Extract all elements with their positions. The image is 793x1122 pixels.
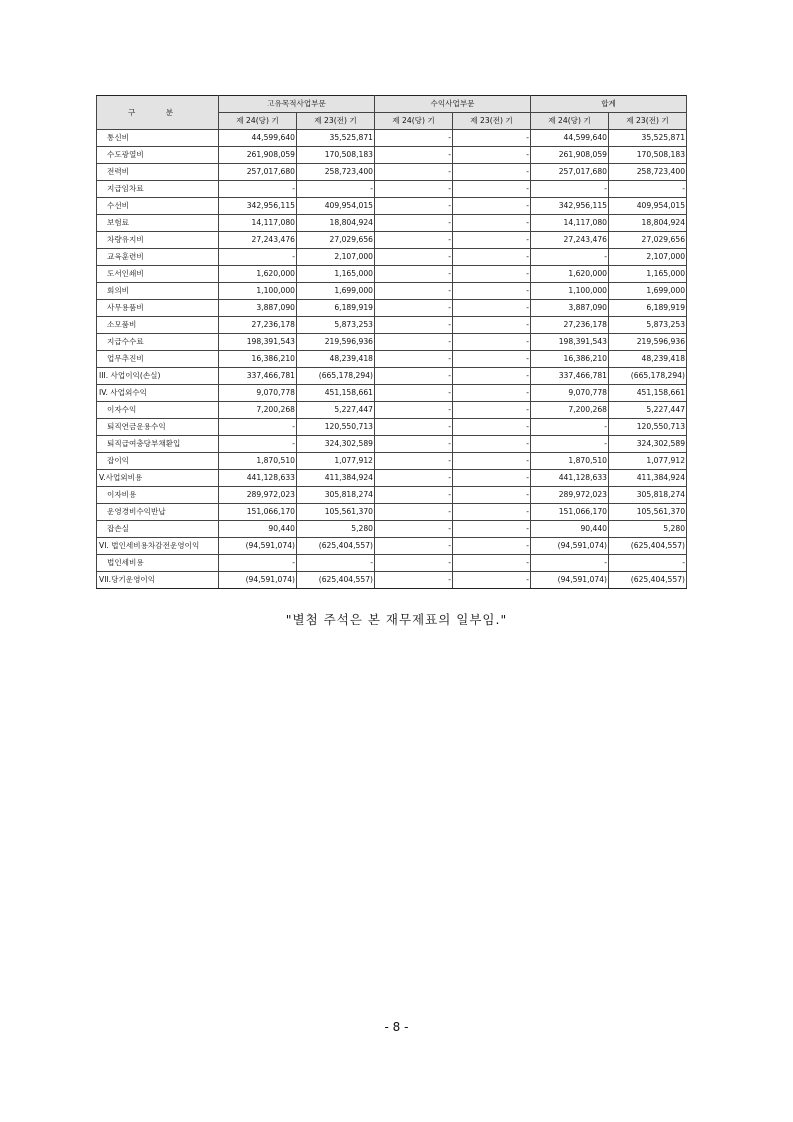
cell-value: 14,117,080 <box>219 215 297 232</box>
table-row <box>97 266 687 283</box>
row-label: 잡손실 <box>97 521 219 538</box>
cell-value: 342,956,115 <box>531 198 609 215</box>
table-row <box>97 215 687 232</box>
cell-value: (625,404,557) <box>609 538 687 555</box>
table-row <box>97 232 687 249</box>
cell-value: - <box>453 181 531 198</box>
cell-value: 2,107,000 <box>297 249 375 266</box>
cell-value: 35,525,871 <box>609 130 687 147</box>
cell-value: 2,107,000 <box>609 249 687 266</box>
row-label: 회의비 <box>97 283 219 300</box>
period-header: 제 23(전) 기 <box>453 113 531 130</box>
cell-value: - <box>453 521 531 538</box>
table-row <box>97 334 687 351</box>
cell-value: - <box>453 402 531 419</box>
cell-value: - <box>609 555 687 572</box>
cell-value: - <box>453 504 531 521</box>
row-label: 전력비 <box>97 164 219 181</box>
footnote: "별첨 주석은 본 재무제표의 일부임." <box>285 612 508 627</box>
cell-value: 1,870,510 <box>531 453 609 470</box>
cell-value: (625,404,557) <box>609 572 687 589</box>
row-label: 교육훈련비 <box>97 249 219 266</box>
header-row-groups <box>97 96 687 113</box>
cell-value: 198,391,543 <box>531 334 609 351</box>
cell-value: 5,227,447 <box>297 402 375 419</box>
cell-value: 1,699,000 <box>297 283 375 300</box>
table-row <box>97 147 687 164</box>
cell-value: - <box>375 317 453 334</box>
cell-value: 289,972,023 <box>219 487 297 504</box>
group-header-total: 합계 <box>531 96 687 113</box>
cell-value: - <box>375 368 453 385</box>
table-header <box>97 96 687 130</box>
cell-value: 3,887,090 <box>219 300 297 317</box>
cell-value: 261,908,059 <box>531 147 609 164</box>
cell-value: - <box>453 470 531 487</box>
row-label: 지급임차료 <box>97 181 219 198</box>
cell-value: 1,620,000 <box>219 266 297 283</box>
cell-value: - <box>453 164 531 181</box>
cell-value: 441,128,633 <box>219 470 297 487</box>
table-row <box>97 504 687 521</box>
cell-value: - <box>531 181 609 198</box>
cell-value: 451,158,661 <box>609 385 687 402</box>
cell-value: 120,550,713 <box>297 419 375 436</box>
table-row <box>97 538 687 555</box>
gubun-header: 구 분 <box>97 96 219 130</box>
table-row <box>97 521 687 538</box>
cell-value: 44,599,640 <box>531 130 609 147</box>
cell-value: - <box>453 368 531 385</box>
cell-value: 261,908,059 <box>219 147 297 164</box>
cell-value: 18,804,924 <box>609 215 687 232</box>
cell-value: (625,404,557) <box>297 572 375 589</box>
cell-value: - <box>375 130 453 147</box>
cell-value: 3,887,090 <box>531 300 609 317</box>
cell-value: - <box>375 521 453 538</box>
period-header: 제 23(전) 기 <box>609 113 687 130</box>
period-header: 제 24(당) 기 <box>531 113 609 130</box>
cell-value: 1,100,000 <box>219 283 297 300</box>
cell-value: - <box>453 249 531 266</box>
row-label: 이자수익 <box>97 402 219 419</box>
period-header: 제 24(당) 기 <box>219 113 297 130</box>
cell-value: - <box>219 181 297 198</box>
cell-value: - <box>453 317 531 334</box>
cell-value: 337,466,781 <box>219 368 297 385</box>
cell-value: 151,066,170 <box>219 504 297 521</box>
cell-value: - <box>531 555 609 572</box>
row-label: 법인세비용 <box>97 555 219 572</box>
cell-value: 90,440 <box>531 521 609 538</box>
cell-value: 411,384,924 <box>609 470 687 487</box>
cell-value: 5,873,253 <box>609 317 687 334</box>
cell-value: - <box>453 266 531 283</box>
cell-value: 48,239,418 <box>297 351 375 368</box>
cell-value: 258,723,400 <box>297 164 375 181</box>
cell-value: 1,165,000 <box>609 266 687 283</box>
cell-value: 18,804,924 <box>297 215 375 232</box>
row-label: 운영경비수익반납 <box>97 504 219 521</box>
cell-value: 48,239,418 <box>609 351 687 368</box>
cell-value: - <box>453 198 531 215</box>
cell-value: - <box>375 555 453 572</box>
table-row <box>97 402 687 419</box>
cell-value: - <box>297 555 375 572</box>
cell-value: - <box>375 147 453 164</box>
cell-value: 1,699,000 <box>609 283 687 300</box>
table-row <box>97 249 687 266</box>
row-label: VI. 법인세비용차감전운영이익 <box>97 538 219 555</box>
cell-value: 5,227,447 <box>609 402 687 419</box>
cell-value: 1,100,000 <box>531 283 609 300</box>
cell-value: 170,508,183 <box>609 147 687 164</box>
row-label: III. 사업이익(손실) <box>97 368 219 385</box>
cell-value: - <box>375 300 453 317</box>
row-label: 잡이익 <box>97 453 219 470</box>
cell-value: 219,596,936 <box>609 334 687 351</box>
cell-value: (94,591,074) <box>531 572 609 589</box>
cell-value: - <box>453 487 531 504</box>
cell-value: - <box>375 385 453 402</box>
cell-value: 324,302,589 <box>297 436 375 453</box>
cell-value: - <box>375 504 453 521</box>
page-number: - 8 - <box>384 1020 409 1034</box>
cell-value: - <box>375 436 453 453</box>
cell-value: - <box>375 351 453 368</box>
table-row <box>97 436 687 453</box>
cell-value: 305,818,274 <box>297 487 375 504</box>
cell-value: 258,723,400 <box>609 164 687 181</box>
row-label: 소모품비 <box>97 317 219 334</box>
table-row <box>97 555 687 572</box>
table-row <box>97 317 687 334</box>
table-row <box>97 572 687 589</box>
cell-value: 219,596,936 <box>297 334 375 351</box>
cell-value: - <box>219 555 297 572</box>
row-label: VII.당기운영이익 <box>97 572 219 589</box>
cell-value: 342,956,115 <box>219 198 297 215</box>
cell-value: 27,243,476 <box>531 232 609 249</box>
cell-value: - <box>375 215 453 232</box>
cell-value: (94,591,074) <box>531 538 609 555</box>
financial-statement-table <box>96 95 687 589</box>
cell-value: 5,280 <box>609 521 687 538</box>
cell-value: 411,384,924 <box>297 470 375 487</box>
cell-value: 289,972,023 <box>531 487 609 504</box>
row-label: 지급수수료 <box>97 334 219 351</box>
cell-value: 90,440 <box>219 521 297 538</box>
row-label: 사무용품비 <box>97 300 219 317</box>
cell-value: (665,178,294) <box>609 368 687 385</box>
table-row <box>97 181 687 198</box>
cell-value: - <box>219 436 297 453</box>
table-row <box>97 198 687 215</box>
table-row <box>97 419 687 436</box>
cell-value: - <box>453 436 531 453</box>
table-row <box>97 453 687 470</box>
cell-value: - <box>453 351 531 368</box>
cell-value: - <box>375 538 453 555</box>
cell-value: 27,029,656 <box>609 232 687 249</box>
table-row <box>97 351 687 368</box>
table-row <box>97 283 687 300</box>
cell-value: 105,561,370 <box>297 504 375 521</box>
cell-value: 1,870,510 <box>219 453 297 470</box>
cell-value: 441,128,633 <box>531 470 609 487</box>
cell-value: (94,591,074) <box>219 572 297 589</box>
table-row <box>97 368 687 385</box>
cell-value: 27,029,656 <box>297 232 375 249</box>
row-label: 수선비 <box>97 198 219 215</box>
row-label: 이자비용 <box>97 487 219 504</box>
cell-value: 257,017,680 <box>531 164 609 181</box>
period-header: 제 24(당) 기 <box>375 113 453 130</box>
row-label: 퇴직연금운용수익 <box>97 419 219 436</box>
table-row <box>97 300 687 317</box>
cell-value: - <box>531 419 609 436</box>
cell-value: - <box>453 334 531 351</box>
cell-value: - <box>375 572 453 589</box>
cell-value: - <box>375 487 453 504</box>
cell-value: - <box>219 249 297 266</box>
cell-value: - <box>375 453 453 470</box>
cell-value: 6,189,919 <box>609 300 687 317</box>
cell-value: - <box>453 572 531 589</box>
cell-value: 337,466,781 <box>531 368 609 385</box>
row-label: V.사업외비용 <box>97 470 219 487</box>
cell-value: (94,591,074) <box>219 538 297 555</box>
cell-value: - <box>453 283 531 300</box>
cell-value: - <box>453 232 531 249</box>
cell-value: 409,954,015 <box>609 198 687 215</box>
cell-value: - <box>219 419 297 436</box>
row-label: 차량유지비 <box>97 232 219 249</box>
row-label: IV. 사업외수익 <box>97 385 219 402</box>
cell-value: - <box>453 215 531 232</box>
cell-value: - <box>531 436 609 453</box>
cell-value: 5,280 <box>297 521 375 538</box>
cell-value: 257,017,680 <box>219 164 297 181</box>
cell-value: 16,386,210 <box>531 351 609 368</box>
table-row <box>97 130 687 147</box>
cell-value: 16,386,210 <box>219 351 297 368</box>
cell-value: 1,620,000 <box>531 266 609 283</box>
cell-value: - <box>375 334 453 351</box>
cell-value: (665,178,294) <box>297 368 375 385</box>
row-label: 통신비 <box>97 130 219 147</box>
cell-value: - <box>453 130 531 147</box>
cell-value: 44,599,640 <box>219 130 297 147</box>
cell-value: - <box>375 232 453 249</box>
cell-value: 198,391,543 <box>219 334 297 351</box>
cell-value: 170,508,183 <box>297 147 375 164</box>
cell-value: - <box>453 453 531 470</box>
cell-value: - <box>375 419 453 436</box>
table-row <box>97 487 687 504</box>
cell-value: 1,077,912 <box>609 453 687 470</box>
period-header: 제 23(전) 기 <box>297 113 375 130</box>
cell-value: 105,561,370 <box>609 504 687 521</box>
cell-value: 6,189,919 <box>297 300 375 317</box>
cell-value: 1,165,000 <box>297 266 375 283</box>
table-row <box>97 470 687 487</box>
cell-value: 27,243,476 <box>219 232 297 249</box>
cell-value: - <box>375 164 453 181</box>
cell-value: (625,404,557) <box>297 538 375 555</box>
group-header-nonprofit: 고유목적사업부문 <box>219 96 375 113</box>
row-label: 퇴직급여충당부채환입 <box>97 436 219 453</box>
cell-value: - <box>453 300 531 317</box>
cell-value: 324,302,589 <box>609 436 687 453</box>
cell-value: 305,818,274 <box>609 487 687 504</box>
cell-value: - <box>609 181 687 198</box>
cell-value: 120,550,713 <box>609 419 687 436</box>
row-label: 도서인쇄비 <box>97 266 219 283</box>
cell-value: 5,873,253 <box>297 317 375 334</box>
cell-value: - <box>375 198 453 215</box>
cell-value: 9,070,778 <box>219 385 297 402</box>
cell-value: - <box>453 419 531 436</box>
cell-value: 151,066,170 <box>531 504 609 521</box>
cell-value: - <box>375 181 453 198</box>
row-label: 수도광열비 <box>97 147 219 164</box>
table-row <box>97 385 687 402</box>
row-label: 보험료 <box>97 215 219 232</box>
cell-value: - <box>297 181 375 198</box>
cell-value: 14,117,080 <box>531 215 609 232</box>
cell-value: - <box>375 266 453 283</box>
cell-value: - <box>453 538 531 555</box>
cell-value: - <box>375 470 453 487</box>
cell-value: - <box>453 385 531 402</box>
cell-value: - <box>531 249 609 266</box>
cell-value: 7,200,268 <box>531 402 609 419</box>
cell-value: 9,070,778 <box>531 385 609 402</box>
cell-value: 27,236,178 <box>531 317 609 334</box>
cell-value: 7,200,268 <box>219 402 297 419</box>
cell-value: - <box>375 283 453 300</box>
table-body <box>97 130 687 589</box>
cell-value: - <box>453 147 531 164</box>
cell-value: - <box>375 402 453 419</box>
cell-value: 409,954,015 <box>297 198 375 215</box>
cell-value: 451,158,661 <box>297 385 375 402</box>
group-header-profit: 수익사업부문 <box>375 96 531 113</box>
cell-value: - <box>453 555 531 572</box>
cell-value: - <box>375 249 453 266</box>
row-label: 업무추진비 <box>97 351 219 368</box>
table-row <box>97 164 687 181</box>
cell-value: 1,077,912 <box>297 453 375 470</box>
cell-value: 27,236,178 <box>219 317 297 334</box>
cell-value: 35,525,871 <box>297 130 375 147</box>
